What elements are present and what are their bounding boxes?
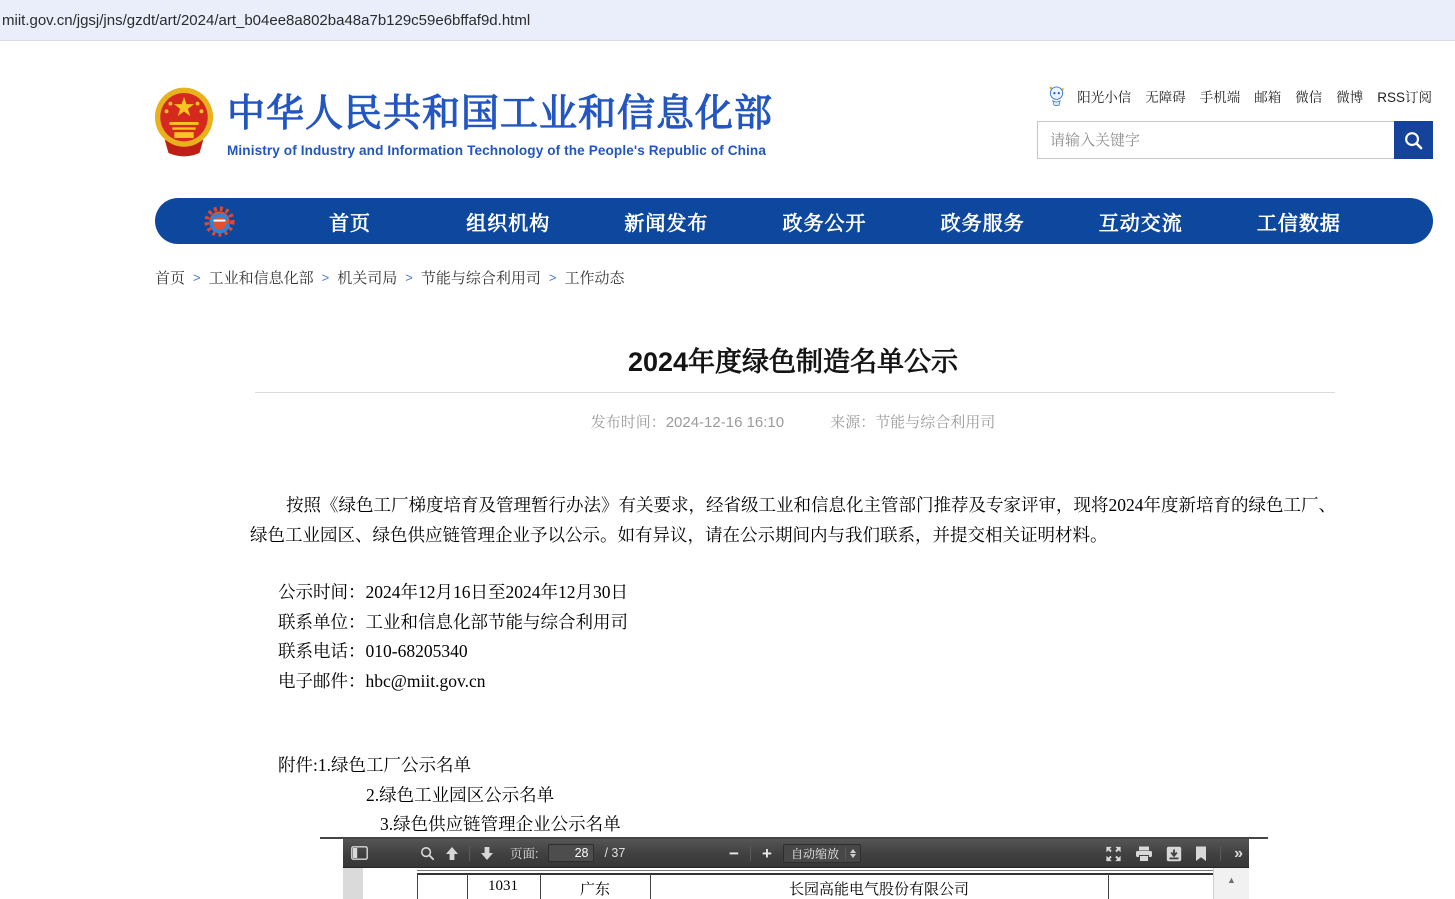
table-border bbox=[417, 874, 418, 899]
pdf-toolbar bbox=[343, 839, 1249, 868]
miit-gear-logo-icon bbox=[203, 205, 236, 238]
print-button[interactable] bbox=[1135, 843, 1153, 865]
page-number-input[interactable] bbox=[548, 844, 594, 862]
article-meta bbox=[250, 411, 1336, 432]
utility-link-rss[interactable]: RSS订阅 bbox=[1377, 89, 1432, 105]
search-input[interactable] bbox=[1037, 121, 1394, 159]
search-button[interactable] bbox=[1394, 121, 1433, 159]
page-up-icon bbox=[445, 846, 459, 861]
attachment-list bbox=[278, 751, 621, 840]
nav-item-interaction[interactable]: 互动交流 bbox=[1098, 212, 1183, 235]
scrollbar-up-arrow-icon[interactable]: ▲ bbox=[1227, 875, 1236, 885]
browser-address-bar[interactable] bbox=[0, 0, 1455, 41]
page-total: / 37 bbox=[604, 846, 626, 860]
table-rule-thick bbox=[417, 873, 1213, 875]
table-rule-thin bbox=[417, 870, 1213, 871]
utility-link-sunshine[interactable]: 阳光小信 bbox=[1077, 89, 1132, 105]
utility-link-wechat[interactable]: 微信 bbox=[1295, 89, 1323, 105]
presentation-mode-icon bbox=[1105, 846, 1122, 862]
bookmark-icon bbox=[1195, 846, 1207, 862]
breadcrumb bbox=[155, 267, 624, 288]
breadcrumb-work-news[interactable]: 工作动态 bbox=[564, 270, 625, 287]
pdf-page-margin bbox=[343, 868, 363, 899]
search-bar bbox=[1037, 121, 1433, 159]
attachment-3: 3.绿色供应链管理企业公示名单 bbox=[380, 814, 621, 834]
breadcrumb-energy-dept[interactable]: 节能与综合利用司 bbox=[420, 270, 541, 287]
national-emblem-icon bbox=[153, 87, 215, 157]
bookmark-button[interactable] bbox=[1195, 843, 1207, 865]
breadcrumb-miit[interactable]: 工业和信息化部 bbox=[208, 270, 314, 287]
breadcrumb-separator: > bbox=[405, 270, 413, 285]
utility-links bbox=[1047, 85, 1432, 106]
page-up-button[interactable] bbox=[445, 842, 459, 864]
site-title-zh: 中华人民共和国工业和信息化部 bbox=[227, 93, 774, 135]
attachment-1: 附件:1.绿色工厂公示名单 bbox=[278, 755, 471, 775]
nav-item-news[interactable]: 新闻发布 bbox=[624, 212, 709, 235]
nav-item-gov-services[interactable]: 政务服务 bbox=[940, 212, 1025, 235]
download-icon bbox=[1166, 846, 1182, 862]
national-emblem-logo bbox=[153, 87, 215, 157]
table-cell-number: 1031 bbox=[488, 878, 518, 894]
select-carets-icon bbox=[845, 847, 856, 860]
page-down-icon bbox=[480, 846, 494, 861]
utility-link-weibo[interactable]: 微博 bbox=[1336, 89, 1364, 105]
presentation-mode-button[interactable] bbox=[1105, 843, 1122, 865]
breadcrumb-separator: > bbox=[548, 270, 557, 285]
main-nav bbox=[155, 198, 1433, 244]
search-icon bbox=[1403, 130, 1424, 151]
sidebar-toggle-icon bbox=[351, 846, 368, 860]
nav-item-gov-openness[interactable]: 政务公开 bbox=[782, 212, 867, 235]
toolbar-divider bbox=[750, 846, 751, 861]
utility-link-accessibility[interactable]: 无障碍 bbox=[1145, 89, 1186, 105]
info-contact-email: 电子邮件：hbc@miit.gov.cn bbox=[278, 670, 486, 691]
toolbar-divider bbox=[1220, 846, 1221, 861]
zoom-in-button[interactable]: + bbox=[762, 843, 772, 863]
info-publicity-period: 公示时间：2024年12月16日至2024年12月30日 bbox=[278, 582, 628, 602]
find-icon bbox=[420, 846, 435, 861]
info-contact-phone: 联系电话：010-68205340 bbox=[278, 641, 468, 661]
table-border bbox=[467, 874, 468, 899]
download-button[interactable] bbox=[1166, 843, 1182, 865]
utility-link-mobile[interactable]: 手机端 bbox=[1199, 89, 1241, 105]
article-title: 2024年度绿色制造名单公示 bbox=[627, 347, 959, 377]
table-border bbox=[650, 874, 651, 899]
pdf-page bbox=[363, 868, 1213, 899]
page-down-button[interactable] bbox=[480, 842, 494, 864]
article-source: 来源：节能与综合利用司 bbox=[830, 414, 996, 431]
table-cell-company: 长园高能电气股份有限公司 bbox=[788, 882, 970, 898]
nav-items bbox=[236, 207, 1433, 236]
pdf-toolbar-left-group bbox=[351, 842, 625, 864]
pdf-viewer bbox=[343, 839, 1249, 899]
nav-item-home[interactable]: 首页 bbox=[329, 212, 372, 235]
site-title-en: Ministry of Industry and Information Technology of the People's Republic of China bbox=[227, 142, 766, 158]
pdf-toolbar-right-group bbox=[1105, 839, 1241, 868]
sidebar-toggle-button[interactable] bbox=[351, 842, 368, 864]
table-cell-province: 广东 bbox=[579, 882, 611, 898]
nav-item-data[interactable]: 工信数据 bbox=[1256, 212, 1341, 235]
find-button[interactable] bbox=[420, 842, 435, 864]
zoom-out-button[interactable]: − bbox=[729, 843, 739, 863]
publish-time: 发布时间：2024-12-16 16:10 bbox=[590, 414, 785, 431]
more-tools-button[interactable]: » bbox=[1234, 844, 1241, 862]
pdf-content-area bbox=[343, 868, 1249, 899]
info-contact-unit: 联系单位：工业和信息化部节能与综合利用司 bbox=[278, 611, 628, 632]
table-border bbox=[540, 874, 541, 899]
breadcrumb-separator: > bbox=[321, 270, 330, 285]
table-border bbox=[1108, 874, 1109, 899]
zoom-mode-value: 自动缩放 bbox=[791, 847, 840, 861]
utility-link-mail[interactable]: 邮箱 bbox=[1254, 89, 1282, 105]
print-icon bbox=[1135, 846, 1153, 862]
robot-icon bbox=[1047, 85, 1066, 106]
attachment-2: 2.绿色工业园区公示名单 bbox=[366, 784, 555, 805]
zoom-mode-select[interactable] bbox=[783, 844, 861, 863]
pdf-scrollbar[interactable] bbox=[1213, 868, 1249, 899]
page-label: 页面: bbox=[510, 847, 539, 861]
article-info-block bbox=[278, 578, 628, 696]
title-divider bbox=[255, 392, 1335, 393]
nav-item-organization[interactable]: 组织机构 bbox=[466, 212, 551, 235]
breadcrumb-home[interactable]: 首页 bbox=[155, 270, 186, 287]
breadcrumb-separator: > bbox=[193, 270, 201, 285]
url-text[interactable]: miit.gov.cn/jgsj/jns/gzdt/art/2024/art_b04ee8a802ba48a7b129c59e6bffaf9d.html bbox=[2, 11, 531, 29]
breadcrumb-departments[interactable]: 机关司局 bbox=[337, 270, 398, 287]
toolbar-divider bbox=[469, 846, 470, 861]
pdf-toolbar-zoom-group bbox=[727, 839, 861, 868]
site-title-block bbox=[227, 95, 773, 158]
article-paragraph: 按照《绿色工厂梯度培育及管理暂行办法》有关要求，经省级工业和信息化主管部门推荐及专家评审，现将2024年度新培育的绿色工厂、绿色工业园区、绿色供应链管理企业予以公示。如有异议，请在公示期间内与我们联系，并提交相关证明材料。 bbox=[250, 495, 1336, 545]
